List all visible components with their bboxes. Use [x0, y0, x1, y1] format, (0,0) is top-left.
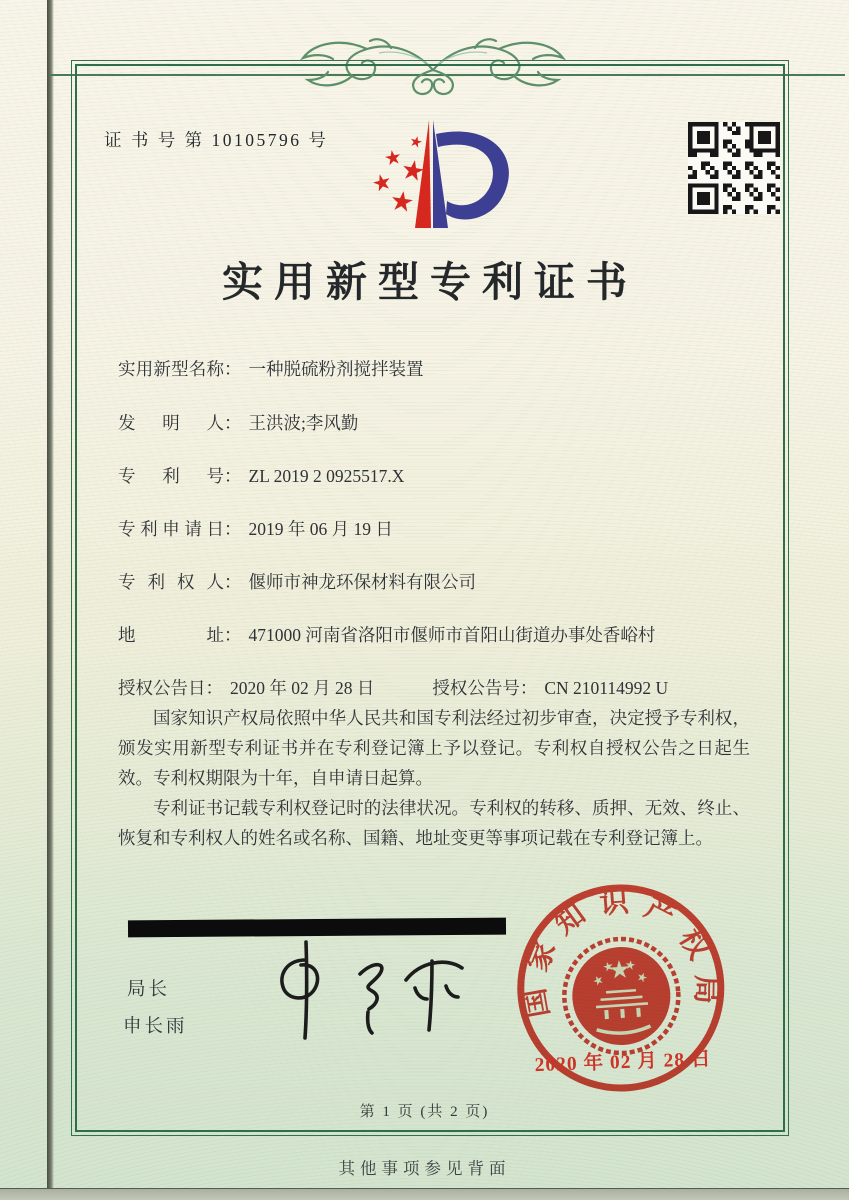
legal-text — [118, 703, 750, 853]
field-value: 471000 河南省洛阳市偃师市首阳山街道办事处香峪村 — [248, 625, 656, 645]
field-value: ZL 2019 2 0925517.X — [248, 466, 405, 486]
field-colon: ： — [519, 678, 538, 698]
seal-date: 2020 年 02 月 28 日 — [534, 1048, 712, 1077]
grant-date-label: 授权公告日 — [118, 678, 206, 698]
field-colon: ： — [224, 466, 242, 486]
scan-edge-left — [47, 0, 54, 1200]
seal-text: 国家知识产权局 — [518, 886, 723, 1020]
field-row-address — [118, 622, 655, 647]
grant-date-value: 2020 年 02 月 28 日 — [230, 678, 375, 698]
field-colon: ： — [224, 413, 242, 433]
legal-paragraph-2: 专利证书记载专利权登记时的法律状况。专利权的转移、质押、无效、终止、恢复和专利权人的姓名或名称、国籍、地址变更等事项记载在专利登记簿上。 — [118, 798, 750, 848]
field-label: 专利权人 — [118, 572, 224, 592]
field-colon: ： — [224, 519, 242, 539]
field-row-inventor — [118, 410, 358, 435]
signer-name: 申长雨 — [123, 1017, 188, 1037]
field-row-grant — [118, 675, 668, 700]
field-colon: ： — [205, 678, 223, 698]
certificate-number: 证 书 号 第 10105796 号 — [104, 130, 329, 150]
field-label: 地址 — [118, 625, 224, 645]
signature-icon — [248, 930, 478, 1052]
field-row-patent-no — [118, 463, 404, 488]
legal-paragraph-1: 国家知识产权局依照中华人民共和国专利法经过初步审查，决定授予专利权，颁发实用新型专利证书并在专利登记簿上予以登记。专利权自授权公告之日起生效。专利权期限为十年，自申请日起算。 — [118, 708, 750, 788]
field-value: 2019 年 06 月 19 日 — [248, 519, 393, 539]
cnipa-logo-icon — [356, 110, 544, 238]
scan-edge-bottom — [0, 1188, 849, 1200]
field-colon: ： — [224, 625, 242, 645]
qr-code — [688, 122, 780, 214]
field-value: 一种脱硫粉剂搅拌装置 — [248, 359, 424, 379]
page-number: 第 1 页 (共 2 页) — [359, 1104, 490, 1120]
field-value: 偃师市神龙环保材料有限公司 — [248, 572, 476, 592]
signer-title: 局长 — [127, 980, 171, 1000]
field-row-patentee — [118, 569, 476, 594]
field-colon: ： — [224, 359, 242, 379]
national-emblem-icon — [561, 935, 683, 1057]
field-label: 发明人 — [118, 413, 224, 433]
field-value: 王洪波;李风勤 — [248, 413, 359, 433]
grant-no-label: 授权公告号 — [432, 678, 520, 698]
back-note: 其他事项参见背面 — [338, 1159, 511, 1178]
field-label: 专利号 — [118, 466, 224, 486]
certificate-title: 实用新型专利证书 — [222, 259, 638, 305]
field-row-name — [118, 356, 424, 381]
field-label: 专利申请日 — [118, 519, 224, 539]
grant-no-value: CN 210114992 U — [544, 678, 669, 698]
field-label: 实用新型名称 — [118, 359, 224, 379]
field-colon: ： — [224, 572, 242, 592]
field-row-filing-date — [118, 516, 393, 541]
